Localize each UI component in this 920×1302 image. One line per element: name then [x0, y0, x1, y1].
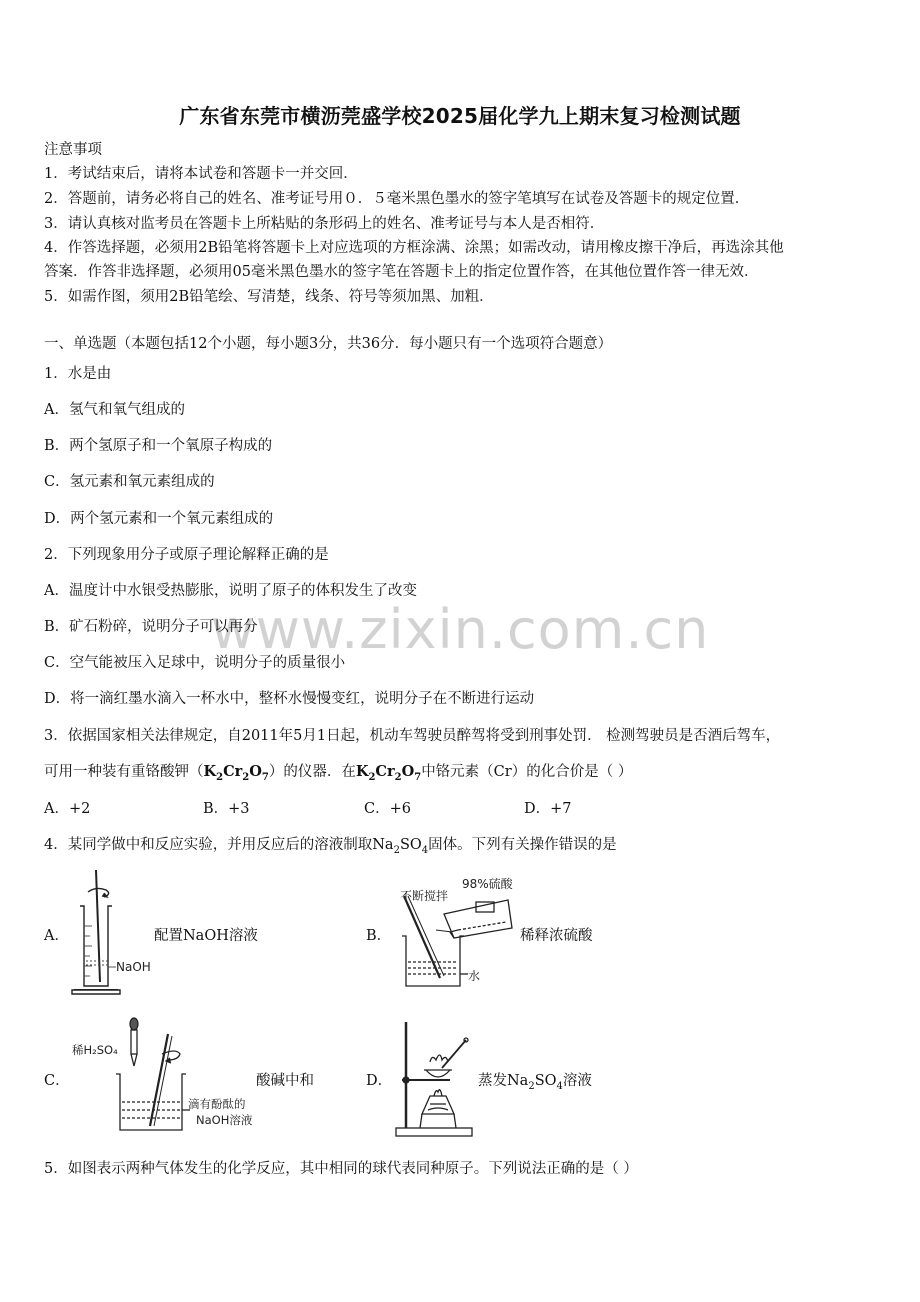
q4-option-d-letter: D．: [366, 1073, 393, 1089]
figure-a-label: NaOH: [116, 960, 151, 974]
page-title: 广东省东莞市横沥莞盛学校2025届化学九上期末复习检测试题: [179, 104, 741, 128]
q4-option-b-letter: B．: [366, 928, 392, 944]
notice-item: 答案．作答非选择题，必须用05毫米黑色墨水的签字笔在答题卡上的指定位置作答，在其他位置作答一律无效．: [44, 264, 759, 280]
q3-line2-b: ）的仪器．在: [268, 764, 356, 780]
q3-line2-a: 可用一种装有重铬酸钾（: [44, 764, 204, 780]
q4-stem-b: 固体。下列有关操作错误的是: [428, 837, 617, 853]
notice-item: 2．答题前，请务必将自己的姓名、准考证号用０．５毫米黑色墨水的签字笔填写在试卷及答题卡的规定位置．: [44, 191, 750, 207]
q4-option-d-text-b: 溶液: [562, 1073, 592, 1089]
q1-option-b: B．两个氢原子和一个氧原子构成的: [44, 438, 273, 454]
q4-option-c-letter: C．: [44, 1073, 70, 1089]
q2-option-a: A．温度计中水银受热膨胀，说明了原子的体积发生了改变: [44, 583, 417, 599]
figure-c-acid-label: 稀H₂SO₄: [72, 1043, 118, 1057]
q4-option-c-text: 酸碱中和: [256, 1073, 314, 1089]
q1-option-c: C．氢元素和氧元素组成的: [44, 474, 215, 490]
figure-a-cylinder: [66, 866, 156, 996]
q1-option-a: A．氢气和氧气组成的: [44, 402, 185, 418]
q3-option-a: A．+2: [44, 801, 91, 817]
q3-line2: [44, 760, 632, 783]
q2-option-d: D．将一滴红墨水滴入一杯水中，整杯水慢慢变红，说明分子在不断进行运动: [44, 691, 535, 707]
q4-option-d-text: 蒸发$Na_2SO_4$溶液: [478, 1073, 592, 1092]
notice-item: 1．考试结束后，请将本试卷和答题卡一并交回．: [44, 166, 358, 182]
q5-stem: 5．如图表示两种气体发生的化学反应，其中相同的球代表同种原子。下列说法正确的是（ ）: [44, 1161, 638, 1177]
q2-option-c: C．空气能被压入足球中，说明分子的质量很小: [44, 655, 346, 671]
notice-item: 4．作答选择题，必须用2B铅笔将答题卡上对应选项的方框涂满、涂黑；如需改动，请用橡皮擦干净后，再选涂其他: [44, 240, 784, 256]
watermark: www.zixin.com.cn: [210, 598, 710, 661]
q1-option-d: D．两个氢元素和一个氧元素组成的: [44, 511, 274, 527]
section-heading: 一、单选题（本题包括12个小题，每小题3分，共36分．每小题只有一个选项符合题意）: [44, 336, 613, 352]
q3-option-c: C．+6: [364, 801, 411, 817]
q2-stem: 2．下列现象用分子或原子理论解释正确的是: [44, 547, 329, 563]
notice-item: 5．如需作图，须用2B铅笔绘、写清楚，线条、符号等须加黑、加粗．: [44, 289, 494, 305]
q4-option-b-text: 稀释浓硫酸: [520, 928, 593, 944]
q2-option-b: B．矿石粉碎，说明分子可以再分: [44, 619, 258, 635]
q3-option-d: D．+7: [524, 801, 572, 817]
figure-b-water-label: 水: [468, 969, 481, 983]
formula-k2cr2o7: $K_2Cr_2O_7$: [203, 763, 269, 783]
figure-d-evaporation: [390, 1018, 480, 1140]
figure-b-acid-label: 98%硫酸: [462, 877, 513, 891]
figure-b-dilution: [396, 870, 521, 990]
notice-heading: 注意事项: [44, 142, 102, 158]
figure-c-solution-label-2: NaOH溶液: [196, 1113, 253, 1127]
q4-stem: 4．某同学做中和反应实验，并用反应后的溶液制取$Na_2SO_4$固体。下列有关操作错误的是: [44, 837, 617, 856]
q3-line1: 3．依据国家相关法律规定，自2011年5月1日起，机动车驾驶员醉驾将受到刑事处罚． 检测驾驶员是否酒后驾车，: [44, 728, 781, 744]
q4-option-a-letter: A．: [44, 928, 69, 944]
q3-line2-c: 中铬元素（Cr）的化合价是（ ）: [421, 764, 633, 780]
notice-item: 3．请认真核对监考员在答题卡上所粘贴的条形码上的姓名、准考证号与本人是否相符．: [44, 216, 605, 232]
q3-option-b: B．+3: [203, 801, 250, 817]
q4-option-d-text-a: 蒸发Na: [478, 1073, 529, 1089]
q4-stem-a: 4．某同学做中和反应实验，并用反应后的溶液制取Na: [44, 837, 394, 853]
q4-option-a-text: 配置NaOH溶液: [154, 928, 258, 944]
formula-k2cr2o7: $K_2Cr_2O_7$: [355, 763, 422, 783]
figure-b-stir-label: 不断搅拌: [400, 889, 449, 903]
q1-stem: 1．水是由: [44, 366, 112, 382]
figure-c-neutralization: [70, 1014, 260, 1138]
figure-c-solution-label-1: 滴有酚酞的: [188, 1097, 246, 1111]
